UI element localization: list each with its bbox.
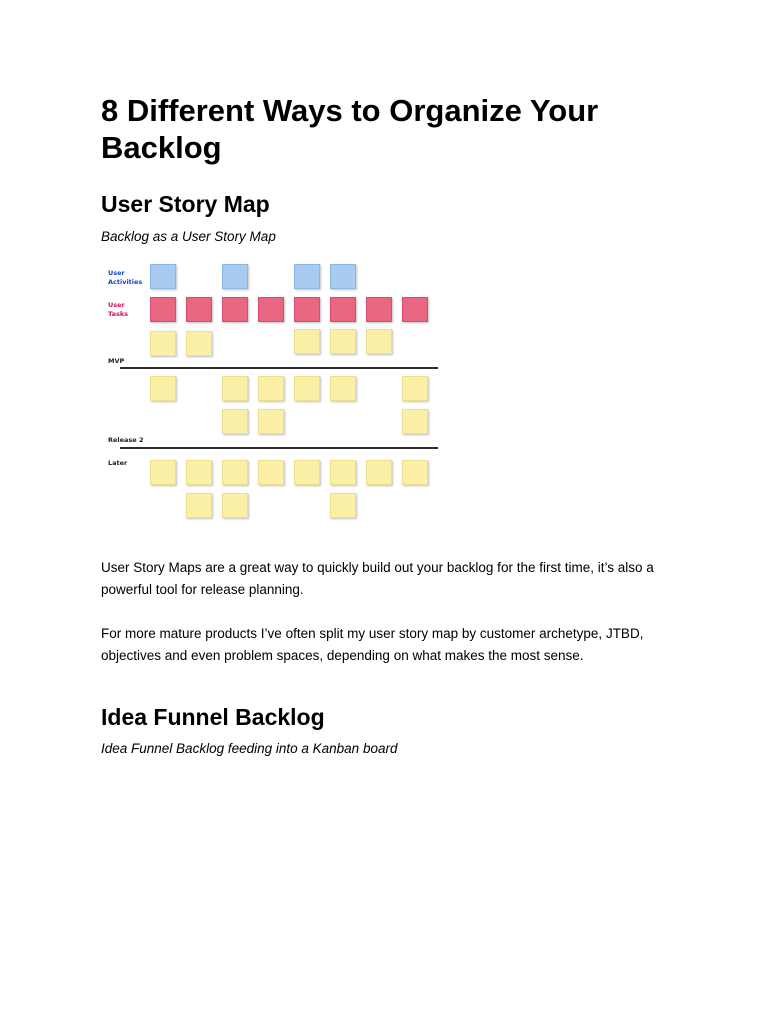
document-title: 8 Different Ways to Organize Your Backlog xyxy=(101,93,599,165)
figure-caption-idea-funnel: Idea Funnel Backlog feeding into a Kanban board xyxy=(101,741,398,756)
task-note xyxy=(330,297,356,322)
section-heading-user-story-map: User Story Map xyxy=(101,191,270,217)
mvp-divider xyxy=(120,367,438,369)
story-note xyxy=(330,329,356,354)
user-tasks-label-line2: Tasks xyxy=(108,310,129,318)
story-note xyxy=(366,329,392,354)
story-note xyxy=(258,409,284,434)
story-note xyxy=(222,460,248,485)
story-note xyxy=(186,331,212,356)
mvp-label: MVP xyxy=(108,357,125,365)
later-label: Later xyxy=(108,459,128,467)
story-note xyxy=(366,460,392,485)
story-note xyxy=(258,460,284,485)
task-note xyxy=(186,297,212,322)
paragraph-story-map-split: For more mature products I’ve often split my user story map by customer archetype, JTBD, objectives and even problem spaces, depending on what makes the most sense. xyxy=(101,626,644,663)
activity-note xyxy=(330,264,356,289)
paragraph-story-map-intro: User Story Maps are a great way to quickly build out your backlog for the first time, it’s also a powerful tool for release planning. xyxy=(101,560,654,597)
story-note xyxy=(402,376,428,401)
user-activities-label-line2: Activities xyxy=(108,278,143,286)
story-note xyxy=(330,460,356,485)
story-note xyxy=(222,376,248,401)
activity-note xyxy=(222,264,248,289)
section-heading-idea-funnel: Idea Funnel Backlog xyxy=(101,704,325,730)
story-note xyxy=(258,376,284,401)
story-note xyxy=(294,329,320,354)
story-note xyxy=(330,376,356,401)
task-note xyxy=(222,297,248,322)
story-note xyxy=(150,331,176,356)
activity-note xyxy=(294,264,320,289)
user-tasks-label xyxy=(108,301,128,319)
release-2-divider xyxy=(120,447,438,449)
story-note xyxy=(150,460,176,485)
user-activities-label-line1: User xyxy=(108,269,125,277)
story-note xyxy=(402,409,428,434)
story-note xyxy=(294,376,320,401)
story-note xyxy=(330,493,356,518)
story-note xyxy=(186,460,212,485)
figure-caption-user-story-map: Backlog as a User Story Map xyxy=(101,229,276,244)
activity-note xyxy=(150,264,176,289)
story-note xyxy=(222,409,248,434)
story-note xyxy=(402,460,428,485)
user-tasks-label-line1: User xyxy=(108,301,125,309)
task-note xyxy=(258,297,284,322)
task-note xyxy=(150,297,176,322)
release-2-label: Release 2 xyxy=(108,436,144,444)
task-note xyxy=(366,297,392,322)
user-story-map-figure xyxy=(104,258,444,528)
story-note xyxy=(186,493,212,518)
user-activities-label xyxy=(108,269,142,287)
story-note xyxy=(222,493,248,518)
story-note xyxy=(150,376,176,401)
story-note xyxy=(294,460,320,485)
task-note xyxy=(294,297,320,322)
task-note xyxy=(402,297,428,322)
